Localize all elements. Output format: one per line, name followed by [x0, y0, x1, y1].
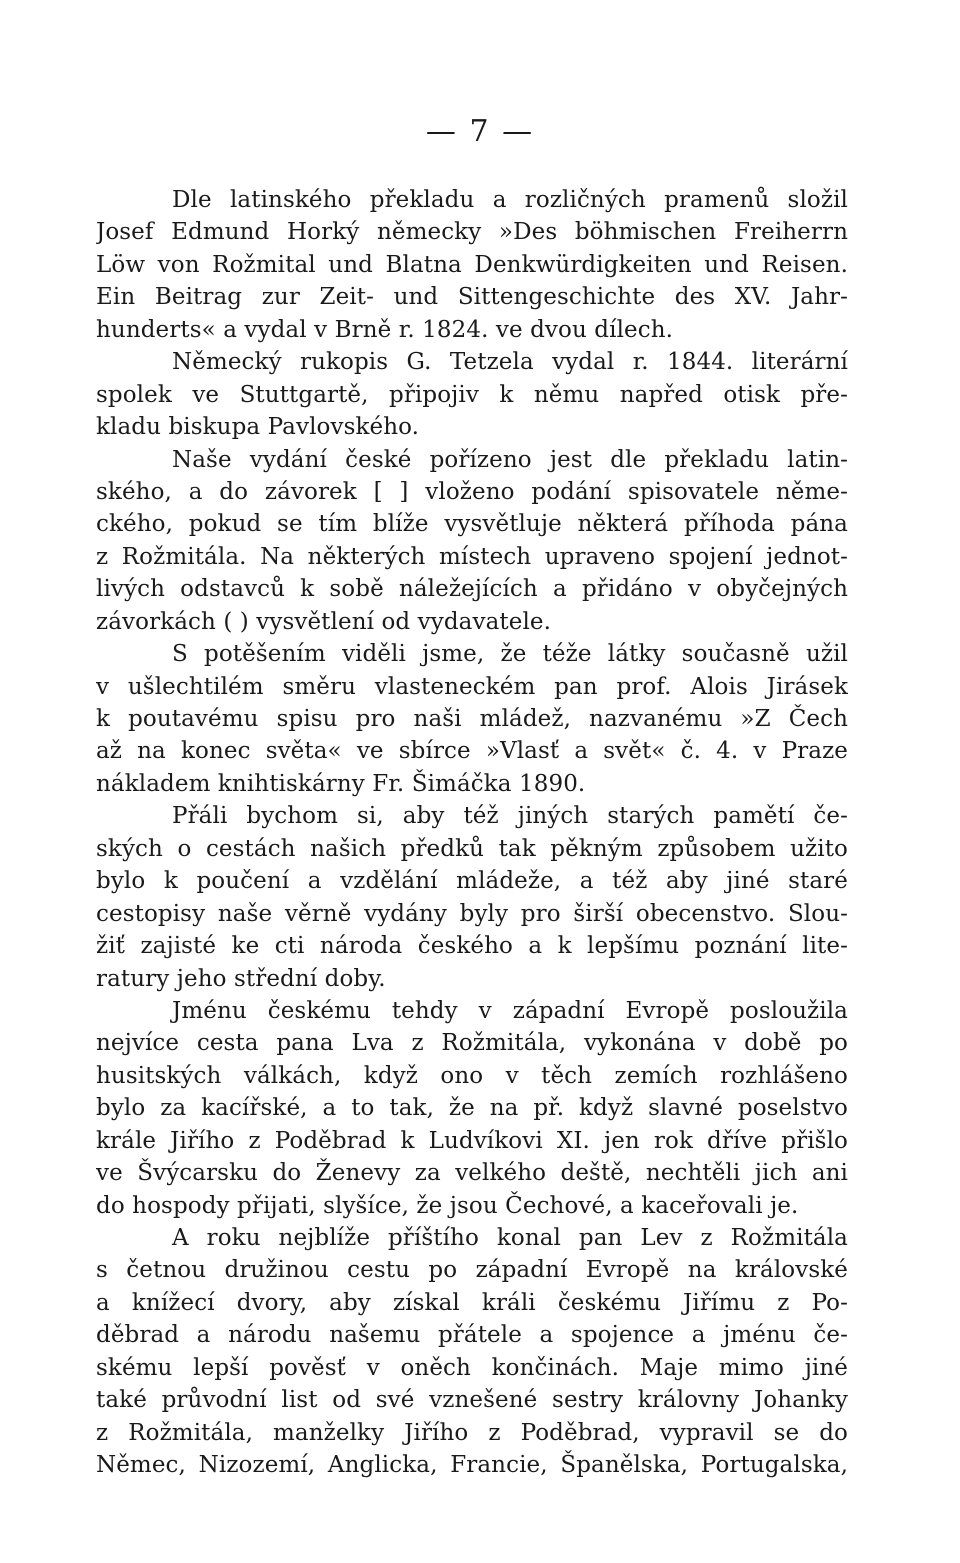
- text-line: Němec, Nizozemí, Anglicka, Francie, Španělska, Portugalska,: [96, 1452, 848, 1479]
- text-line: ckého, pokud se tím blíže vysvětluje některá příhoda pána: [96, 511, 848, 538]
- text-line: ve Švýcarsku do Ženevy za velkého deště, nechtěli jich ani: [96, 1160, 848, 1187]
- text-line: závorkách ( ) vysvětlení od vydavatele.: [96, 608, 552, 635]
- text-line: hunderts« a vydal v Brně r. 1824. ve dvou dílech.: [96, 316, 674, 343]
- text-line: S potěšením viděli jsme, že téže látky současně užil: [172, 641, 848, 668]
- text-line: kladu biskupa Pavlovského.: [96, 414, 420, 441]
- text-line: bylo za kacířské, a to tak, že na př. když slavné poselstvo: [96, 1095, 848, 1122]
- text-line: v ušlechtilém směru vlasteneckém pan prof. Alois Jirásek: [96, 673, 848, 700]
- text-line: z Rožmitála, manželky Jiřího z Poděbrad, vypravil se do: [96, 1419, 848, 1446]
- text-line: ratury jeho střední doby.: [96, 965, 386, 992]
- text-line: k poutavému spisu pro naši mládež, nazvanému »Z Čech: [96, 706, 848, 732]
- text-line: Dle latinského překladu a rozličných pramenů složil: [172, 187, 848, 213]
- text-line: A roku nejblíže příštího konal pan Lev z Rožmitála: [172, 1225, 848, 1251]
- text-line: cestopisy naše věrně vydány byly pro širší obecenstvo. Slou-: [96, 900, 848, 927]
- text-line: Ein Beitrag zur Zeit- und Sittengeschichte des XV. Jahr-: [96, 284, 848, 311]
- text-line: bylo k poučení a vzdělání mládeže, a též aby jiné staré: [96, 868, 848, 895]
- text-line: spolek ve Stuttgartě, připojiv k němu napřed otisk pře-: [96, 381, 848, 408]
- text-line: livých odstavců k sobě náležejících a přidáno v obyčejných: [96, 576, 848, 603]
- text-line: nejvíce cesta pana Lva z Rožmitála, vykonána v době po: [96, 1030, 848, 1057]
- text-line: husitských válkách, když ono v těch zemích rozhlášeno: [96, 1062, 848, 1089]
- text-line: krále Jiřího z Poděbrad k Ludvíkovi XI. jen rok dříve přišlo: [96, 1127, 848, 1154]
- text-line: skému lepší pověsť v oněch končinách. Maje mimo jiné: [96, 1354, 848, 1381]
- text-line: a knížecí dvory, aby získal králi českému Jiřímu z Po-: [96, 1289, 848, 1316]
- text-line: Josef Edmund Horký německy »Des böhmischen Freiherrn: [96, 219, 848, 246]
- text-line: žiť zajisté ke cti národa českého a k lepšímu poznání lite-: [96, 933, 848, 960]
- text-line: s četnou družinou cestu po západní Evropě na královské: [96, 1257, 848, 1284]
- text-line: Naše vydání české pořízeno jest dle překladu latin-: [172, 446, 848, 473]
- text-line: Löw von Rožmital und Blatna Denkwürdigkeiten und Reisen.: [96, 251, 848, 278]
- body-text: [96, 184, 848, 1482]
- text-line: Přáli bychom si, aby též jiných starých pamětí če-: [172, 803, 848, 830]
- text-line: Jménu českému tehdy v západní Evropě posloužila: [172, 997, 848, 1024]
- text-line: nákladem knihtiskárny Fr. Šimáčka 1890.: [96, 770, 586, 797]
- text-line: ského, a do závorek [ ] vloženo podání spisovatele něme-: [96, 478, 848, 505]
- text-line: z Rožmitála. Na některých místech upraveno spojení jednot-: [96, 543, 848, 570]
- text-line: děbrad a národu našemu přátele a spojence a jménu če-: [96, 1322, 848, 1349]
- text-line: až na konec světa« ve sbírce »Vlasť a svět« č. 4. v Praze: [96, 738, 848, 765]
- text-line: ských o cestách našich předků tak pěkným způsobem užito: [96, 835, 848, 862]
- text-line: také průvodní list od své vznešené sestry královny Johanky: [96, 1387, 848, 1414]
- text-line: Německý rukopis G. Tetzela vydal r. 1844. literární: [172, 349, 848, 376]
- page-number: — 7 —: [425, 114, 535, 149]
- text-line: do hospody přijati, slyšíce, že jsou Čechové, a kaceřovali je.: [96, 1192, 799, 1219]
